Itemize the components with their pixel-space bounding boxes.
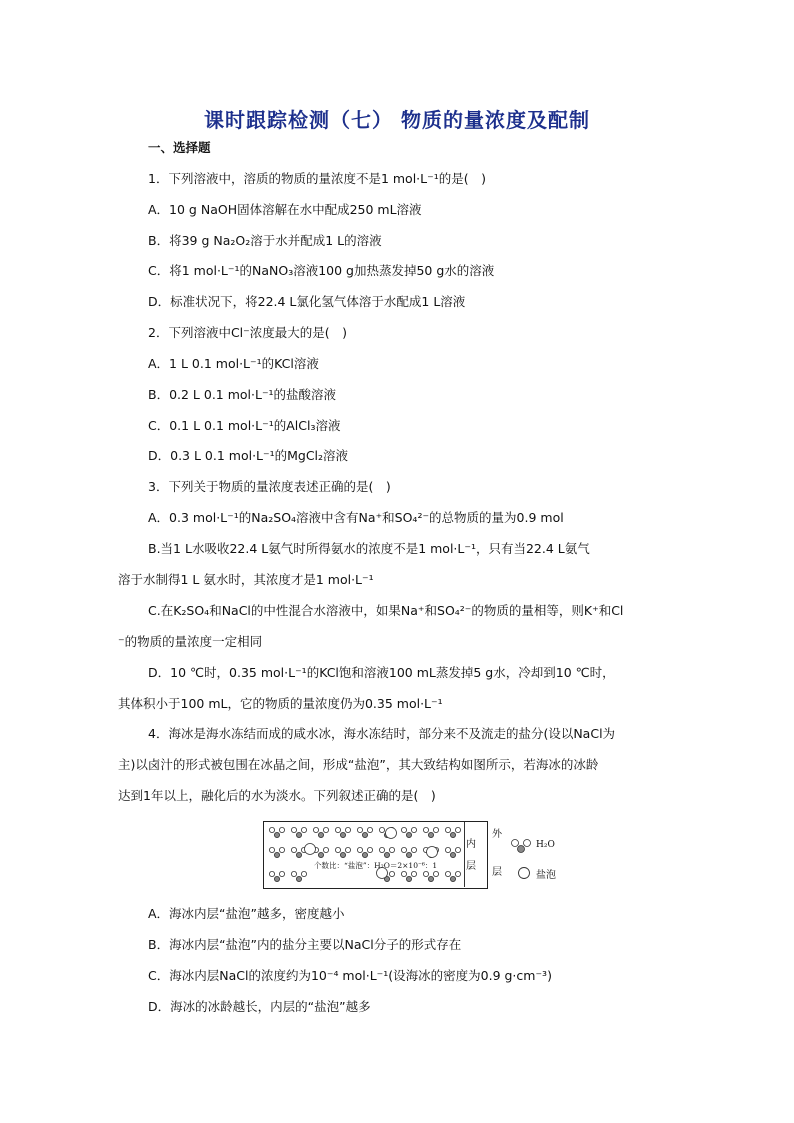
salt-bubble-icon: [516, 865, 532, 881]
q1-option-c: C．将1 mol·L⁻¹的NaNO₃溶液100 g加热蒸发掉50 g水的溶液: [148, 263, 495, 278]
q4-option-b: B．海冰内层“盐泡”内的盐分主要以NaCl分子的形式存在: [148, 937, 462, 952]
legend-water-label: H₂O: [536, 840, 555, 850]
layer-label-2: 层: [492, 867, 502, 878]
page-title: 课时跟踪检测（七） 物质的量浓度及配制: [204, 108, 590, 132]
q1-option-d: D．标准状况下，将22.4 L氯化氢气体溶于水配成1 L溶液: [148, 294, 466, 309]
inner-label: 内: [466, 839, 476, 850]
q1-option-a: A．10 g NaOH固体溶解在水中配成250 mL溶液: [148, 202, 422, 217]
q3-option-b-line2: 溶于水制得1 L 氨水时，其浓度才是1 mol·L⁻¹: [118, 572, 374, 587]
q2-option-b: B．0.2 L 0.1 mol·L⁻¹的盐酸溶液: [148, 387, 337, 402]
q3-option-c-line2: ⁻的物质的量浓度一定相同: [118, 634, 263, 649]
q2-stem: 2．下列溶液中Cl⁻浓度最大的是( ): [148, 325, 348, 340]
diagram-legend: [492, 825, 592, 885]
q4-option-c: C．海冰内层NaCl的浓度约为10⁻⁴ mol·L⁻¹(设海冰的密度为0.9 g·cm⁻³): [148, 968, 552, 983]
q4-stem-line2: 主)以卤汁的形式被包围在冰晶之间，形成“盐泡”，其大致结构如图所示，若海冰的冰龄: [118, 757, 599, 772]
q4-stem-line3: 达到1年以上，融化后的水为淡水。下列叙述正确的是( ): [118, 788, 436, 803]
sea-ice-diagram: [263, 821, 488, 889]
q2-option-d: D．0.3 L 0.1 mol·L⁻¹的MgCl₂溶液: [148, 448, 349, 463]
q4-option-a: A．海冰内层“盐泡”越多，密度越小: [148, 906, 345, 921]
q3-stem: 3．下列关于物质的量浓度表述正确的是( ): [148, 479, 391, 494]
q3-option-b-line1: B.当1 L水吸收22.4 L氨气时所得氨水的浓度不是1 mol·L⁻¹，只有当22.4 L氨气: [148, 541, 590, 556]
layer-label-1: 层: [466, 861, 476, 872]
q2-option-c: C．0.1 L 0.1 mol·L⁻¹的AlCl₃溶液: [148, 418, 341, 433]
layer-divider: [464, 822, 487, 887]
q1-stem: 1．下列溶液中，溶质的物质的量浓度不是1 mol·L⁻¹的是( ): [148, 171, 486, 186]
q4-stem-line1: 4．海冰是海水冻结而成的咸水冰，海水冻结时，部分来不及流走的盐分(设以NaCl为: [148, 726, 616, 741]
q2-option-a: A．1 L 0.1 mol·L⁻¹的KCl溶液: [148, 356, 319, 371]
ratio-caption: 个数比：“盐泡”：H₂O＝2×10⁻⁶：1: [314, 861, 438, 870]
section-heading: 一、选择题: [148, 140, 211, 155]
q3-option-c-line1: C.在K₂SO₄和NaCl的中性混合水溶液中，如果Na⁺和SO₄²⁻的物质的量相等，则K⁺和Cl: [148, 603, 624, 618]
q1-option-b: B．将39 g Na₂O₂溶于水并配成1 L的溶液: [148, 233, 382, 248]
q3-option-d-line2: 其体积小于100 mL，它的物质的量浓度仍为0.35 mol·L⁻¹: [118, 696, 443, 711]
outer-label: 外: [492, 829, 502, 840]
q4-option-d: D．海冰的冰龄越长，内层的“盐泡”越多: [148, 999, 371, 1014]
legend-salt-label: 盐泡: [536, 870, 556, 881]
q3-option-a: A．0.3 mol·L⁻¹的Na₂SO₄溶液中含有Na⁺和SO₄²⁻的总物质的量为0.9 mol: [148, 510, 564, 525]
molecule-lattice: [264, 822, 486, 887]
q3-option-d-line1: D．10 ℃时，0.35 mol·L⁻¹的KCl饱和溶液100 mL蒸发掉5 g水，冷却到10 ℃时，: [148, 665, 615, 680]
